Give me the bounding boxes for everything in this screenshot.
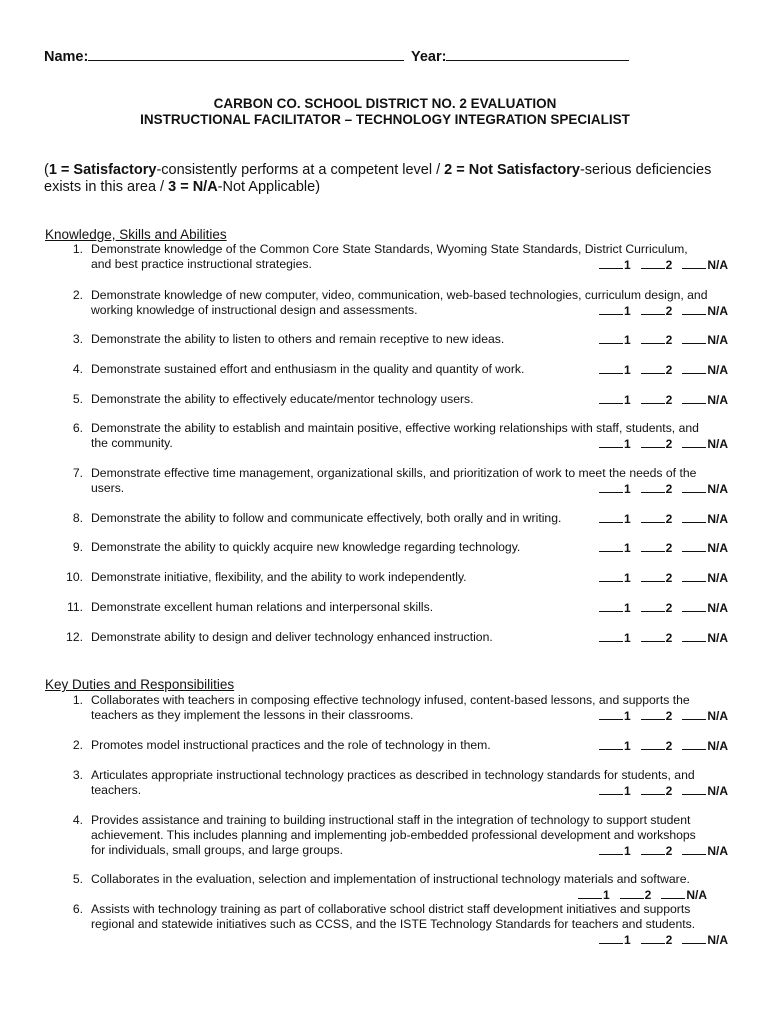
item-text-line: Articulates appropriate instructional technology practices as described in technology standards for students, and (91, 768, 695, 782)
rating-blank-r3[interactable] (682, 257, 706, 269)
rating-label-r1: 1 (623, 739, 631, 753)
ksa-item (64, 421, 734, 451)
rating-label-r1: 1 (623, 333, 631, 347)
rating-options (599, 481, 730, 497)
item-text-line: Demonstrate initiative, flexibility, and the ability to work independently. (91, 570, 467, 584)
ksa-item (64, 570, 734, 585)
rating-label-r3: N/A (707, 304, 728, 318)
item-text-line: the community. (91, 436, 173, 450)
rating-blank-r2[interactable] (641, 708, 665, 720)
rating-blank-r2[interactable] (641, 600, 665, 612)
legend-desc-3: -Not Applicable) (217, 179, 321, 195)
item-text-line: and best practice instructional strategies. (91, 257, 312, 271)
rating-blank-r3[interactable] (682, 708, 706, 720)
legend-open: ( (44, 162, 49, 178)
rating-blank-r3[interactable] (682, 783, 706, 795)
item-text-line: regional and statewide initiatives such as CCSS, and the ISTE Technology Standards for teachers and students. (91, 917, 696, 931)
item-text-line: Demonstrate the ability to listen to others and remain receptive to new ideas. (91, 332, 505, 346)
legend-key-3: 3 = N/A (168, 179, 218, 195)
item-text-line: working knowledge of instructional design and assessments. (91, 303, 418, 317)
rating-label-r1: 1 (623, 844, 631, 858)
rating-blank-r1[interactable] (599, 570, 623, 582)
duty-item (64, 693, 734, 723)
ksa-item (64, 332, 734, 347)
item-number: 5. (72, 392, 83, 406)
item-text-line: teachers. (91, 783, 142, 797)
rating-label-r2: 2 (665, 393, 673, 407)
title-line-2: INSTRUCTIONAL FACILITATOR – TECHNOLOGY INTEGRATION SPECIALIST (140, 112, 630, 127)
rating-options (599, 540, 730, 556)
rating-blank-r1[interactable] (599, 540, 623, 552)
rating-options (599, 570, 730, 586)
item-text-line: Demonstrate excellent human relations and interpersonal skills. (91, 600, 434, 614)
ksa-item (64, 466, 734, 496)
rating-label-r2: 2 (665, 571, 673, 585)
rating-label-r2: 2 (644, 888, 652, 902)
rating-blank-r3[interactable] (661, 887, 685, 899)
item-number: 1. (72, 242, 83, 256)
title-line-1: CARBON CO. SCHOOL DISTRICT NO. 2 EVALUATION (213, 96, 557, 111)
item-number: 2. (72, 738, 83, 752)
rating-label-r1: 1 (623, 437, 631, 451)
item-text-line: Demonstrate ability to design and deliver technology enhanced instruction. (91, 630, 493, 644)
ksa-item (64, 392, 734, 407)
rating-label-r3: N/A (707, 482, 728, 496)
item-text-line: achievement. This includes planning and implementing job-embedded professional development and workshops (91, 828, 696, 842)
name-input-line[interactable] (88, 47, 404, 61)
rating-label-r1: 1 (623, 363, 631, 377)
item-text-line: teachers as they implement the lessons in their classrooms. (91, 708, 414, 722)
rating-options (599, 708, 730, 724)
rating-blank-r2[interactable] (641, 540, 665, 552)
rating-label-r3: N/A (707, 393, 728, 407)
rating-label-r3: N/A (707, 784, 728, 798)
rating-label-r3: N/A (707, 571, 728, 585)
rating-blank-r1[interactable] (599, 303, 623, 315)
rating-blank-r3[interactable] (682, 303, 706, 315)
item-text-line: Demonstrate sustained effort and enthusiasm in the quality and quantity of work. (91, 362, 525, 376)
item-text-line: Demonstrate the ability to follow and communicate effectively, both orally and in writing. (91, 511, 562, 525)
rating-label-r1: 1 (623, 304, 631, 318)
rating-blank-r2[interactable] (641, 303, 665, 315)
rating-label-r3: N/A (707, 258, 728, 272)
item-text-line: Demonstrate the ability to effectively educate/mentor technology users. (91, 392, 474, 406)
item-number: 5. (72, 872, 83, 886)
rating-options (599, 932, 730, 948)
rating-label-r3: N/A (707, 437, 728, 451)
rating-blank-r1[interactable] (599, 392, 623, 404)
item-text-line: Demonstrate the ability to establish and maintain positive, effective working relationships with staff, students, and (91, 421, 699, 435)
rating-label-r2: 2 (665, 709, 673, 723)
rating-label-r2: 2 (665, 512, 673, 526)
rating-blank-r2[interactable] (641, 392, 665, 404)
rating-blank-r1[interactable] (599, 436, 623, 448)
rating-blank-r3[interactable] (682, 392, 706, 404)
rating-label-r3: N/A (707, 739, 728, 753)
item-number: 7. (72, 466, 83, 480)
legend-key-1: 1 = Satisfactory (48, 162, 157, 178)
rating-label-r2: 2 (665, 304, 673, 318)
rating-label-r2: 2 (665, 784, 673, 798)
rating-blank-r1[interactable] (599, 511, 623, 523)
rating-blank-r2[interactable] (641, 783, 665, 795)
ksa-item (64, 511, 734, 526)
item-text-line: Demonstrate effective time management, organizational skills, and prioritization of work to meet the needs of the (91, 466, 697, 480)
rating-label-r3: N/A (707, 631, 728, 645)
item-text-line: Demonstrate knowledge of the Common Core State Standards, Wyoming State Standards, District Curriculum, (91, 242, 688, 256)
ksa-item (64, 242, 734, 272)
rating-blank-r1[interactable] (599, 362, 623, 374)
rating-blank-r1[interactable] (599, 600, 623, 612)
item-number: 8. (72, 511, 83, 525)
rating-options (599, 600, 730, 616)
rating-options (599, 362, 730, 378)
rating-blank-r3[interactable] (682, 600, 706, 612)
rating-options (599, 738, 730, 754)
rating-blank-r2[interactable] (641, 332, 665, 344)
duty-item (64, 768, 734, 798)
item-text-line: Collaborates with teachers in composing effective technology infused, content-based lessons, and supports the (91, 693, 690, 707)
item-text-line: Collaborates in the evaluation, selection and implementation of instructional technology materials and software. (91, 872, 690, 886)
rating-label-r1: 1 (602, 888, 610, 902)
duty-item (64, 738, 734, 753)
rating-label-r1: 1 (623, 482, 631, 496)
rating-blank-r1[interactable] (599, 332, 623, 344)
rating-label-r2: 2 (665, 258, 673, 272)
item-number: 4. (72, 362, 83, 376)
year-label: Year: (411, 49, 447, 65)
rating-label-r2: 2 (665, 437, 673, 451)
rating-blank-r3[interactable] (682, 511, 706, 523)
rating-options (599, 303, 730, 319)
document-title (0, 96, 770, 128)
rating-options (599, 436, 730, 452)
rating-blank-r2[interactable] (641, 630, 665, 642)
rating-blank-r3[interactable] (682, 540, 706, 552)
rating-label-r1: 1 (623, 571, 631, 585)
rating-label-r2: 2 (665, 601, 673, 615)
rating-blank-r2[interactable] (641, 932, 665, 944)
rating-blank-r1[interactable] (599, 783, 623, 795)
item-number: 4. (72, 813, 83, 827)
rating-label-r2: 2 (665, 541, 673, 555)
rating-label-r2: 2 (665, 844, 673, 858)
rating-blank-r3[interactable] (682, 932, 706, 944)
rating-label-r3: N/A (707, 933, 728, 947)
ksa-item (64, 600, 734, 615)
rating-label-r2: 2 (665, 631, 673, 645)
rating-label-r3: N/A (707, 512, 728, 526)
rating-label-r3: N/A (686, 888, 707, 902)
rating-blank-r2[interactable] (641, 481, 665, 493)
item-text-line: users. (91, 481, 125, 495)
rating-blank-r3[interactable] (682, 332, 706, 344)
rating-blank-r1[interactable] (599, 481, 623, 493)
rating-label-r1: 1 (623, 541, 631, 555)
rating-label-r1: 1 (623, 258, 631, 272)
rating-label-r1: 1 (623, 631, 631, 645)
rating-options (599, 257, 730, 273)
legend-desc-2: -serious deficiencies exists in this area / (44, 162, 712, 195)
item-number: 6. (72, 902, 83, 916)
ksa-item (64, 630, 734, 645)
ksa-item (64, 540, 734, 555)
section-heading-ksa: Knowledge, Skills and Abilities (45, 227, 227, 242)
rating-options (599, 783, 730, 799)
item-number: 11. (66, 600, 83, 614)
rating-label-r2: 2 (665, 363, 673, 377)
rating-label-r3: N/A (707, 333, 728, 347)
rating-label-r1: 1 (623, 512, 631, 526)
item-number: 2. (72, 288, 83, 302)
duty-item (64, 902, 734, 947)
legend-key-2: 2 = Not Satisfactory (444, 162, 580, 178)
rating-label-r1: 1 (623, 933, 631, 947)
rating-blank-r2[interactable] (641, 362, 665, 374)
item-number: 10. (66, 570, 83, 584)
rating-label-r3: N/A (707, 601, 728, 615)
rating-blank-r3[interactable] (682, 481, 706, 493)
name-field-row (44, 47, 404, 65)
rating-blank-r2[interactable] (641, 738, 665, 750)
item-text-line: Demonstrate the ability to quickly acquire new knowledge regarding technology. (91, 540, 521, 554)
rating-label-r3: N/A (707, 541, 728, 555)
rating-legend (44, 162, 744, 196)
item-number: 12. (66, 630, 83, 644)
item-number: 3. (72, 768, 83, 782)
duty-item (64, 813, 734, 858)
rating-blank-r3[interactable] (682, 843, 706, 855)
legend-desc-1: -consistently performs at a competent level / (156, 162, 445, 178)
name-label: Name: (44, 49, 89, 65)
rating-label-r1: 1 (623, 784, 631, 798)
item-text-line: Assists with technology training as part of collaborative school district staff development initiatives and supports (91, 902, 691, 916)
item-number: 1. (72, 693, 83, 707)
rating-blank-r3[interactable] (682, 436, 706, 448)
year-input-line[interactable] (446, 47, 629, 61)
rating-blank-r2[interactable] (641, 843, 665, 855)
rating-label-r2: 2 (665, 933, 673, 947)
rating-options (599, 511, 730, 527)
rating-label-r3: N/A (707, 844, 728, 858)
rating-blank-r1[interactable] (599, 738, 623, 750)
rating-label-r2: 2 (665, 739, 673, 753)
item-text-line: Demonstrate knowledge of new computer, video, communication, web-based technologies, curriculum design, and (91, 288, 708, 302)
item-text-line: Promotes model instructional practices and the role of technology in them. (91, 738, 491, 752)
rating-label-r3: N/A (707, 363, 728, 377)
rating-blank-r1[interactable] (599, 708, 623, 720)
duty-item (64, 872, 734, 902)
item-number: 3. (72, 332, 83, 346)
rating-blank-r1[interactable] (578, 887, 602, 899)
year-field-row (411, 47, 629, 65)
rating-blank-r3[interactable] (682, 630, 706, 642)
rating-label-r3: N/A (707, 709, 728, 723)
item-number: 6. (72, 421, 83, 435)
rating-blank-r2[interactable] (641, 436, 665, 448)
rating-blank-r1[interactable] (599, 630, 623, 642)
ksa-item (64, 288, 734, 318)
rating-options (599, 332, 730, 348)
rating-blank-r2[interactable] (620, 887, 644, 899)
rating-label-r1: 1 (623, 393, 631, 407)
item-number: 9. (72, 540, 83, 554)
rating-blank-r3[interactable] (682, 570, 706, 582)
rating-label-r1: 1 (623, 601, 631, 615)
rating-blank-r3[interactable] (682, 738, 706, 750)
rating-blank-r2[interactable] (641, 257, 665, 269)
rating-blank-r1[interactable] (599, 843, 623, 855)
rating-blank-r2[interactable] (641, 570, 665, 582)
rating-label-r1: 1 (623, 709, 631, 723)
rating-options (578, 887, 709, 903)
rating-options (599, 392, 730, 408)
rating-options (599, 843, 730, 859)
rating-options (599, 630, 730, 646)
rating-blank-r3[interactable] (682, 362, 706, 374)
rating-blank-r1[interactable] (599, 932, 623, 944)
rating-blank-r2[interactable] (641, 511, 665, 523)
rating-label-r2: 2 (665, 333, 673, 347)
ksa-item (64, 362, 734, 377)
item-text-line: for individuals, small groups, and large groups. (91, 843, 344, 857)
rating-blank-r1[interactable] (599, 257, 623, 269)
section-heading-duties: Key Duties and Responsibilities (45, 677, 235, 692)
item-text-line: Provides assistance and training to building instructional staff in the integration of technology to support student (91, 813, 691, 827)
rating-label-r2: 2 (665, 482, 673, 496)
